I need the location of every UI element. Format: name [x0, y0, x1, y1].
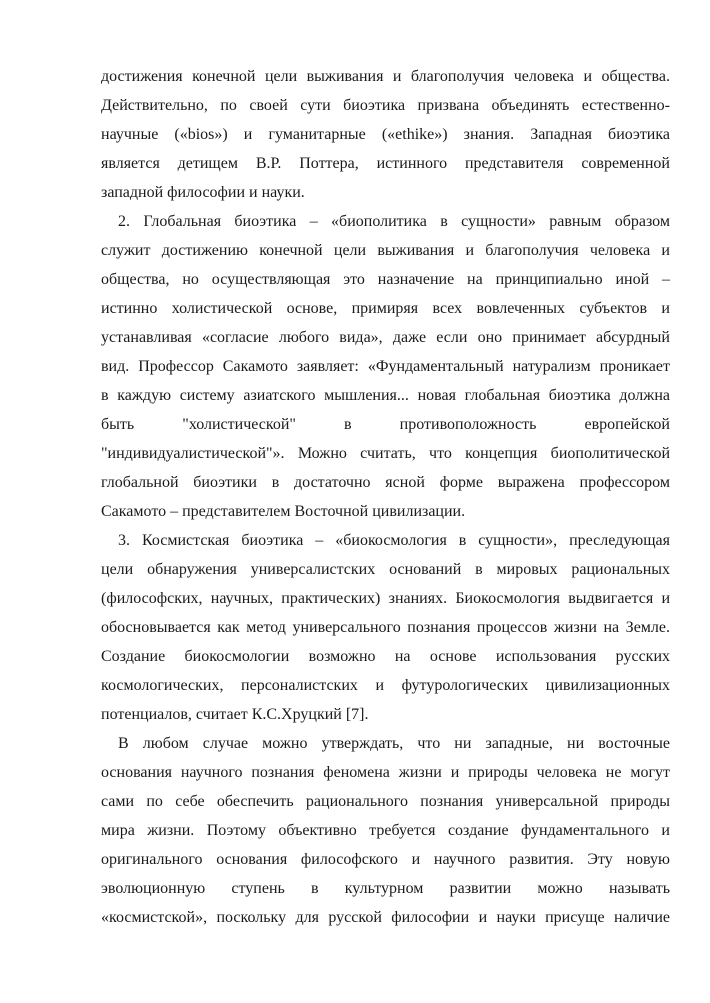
text-line: 3. Космистская биоэтика – «биокосмология в сущности», преследующая: [118, 532, 670, 549]
text-line: быть "холистической" в противоположность европейской: [101, 416, 670, 433]
text-line: сами по себе обеспечить рационального познания универсальной природы: [101, 793, 670, 810]
text-line: основания научного познания феномена жизни и природы человека не могут: [101, 764, 670, 781]
text-line: западной философии и науки.: [101, 184, 305, 201]
text-line: обосновывается как метод универсального познания процессов жизни на Земле.: [101, 619, 670, 636]
document-page: [101, 62, 670, 932]
text-line: общества, но осуществляющая это назначение на принципиально иной –: [101, 271, 670, 288]
text-line: мира жизни. Поэтому объективно требуется создание фундаментального и: [101, 822, 670, 839]
text-line: научные («bios») и гуманитарные («ethike») знания. Западная биоэтика: [101, 126, 670, 143]
text-line: Создание биокосмологии возможно на основе использования русских: [101, 648, 670, 665]
text-line: в каждую систему азиатского мышления... новая глобальная биоэтика должна: [101, 387, 670, 404]
text-line: достижения конечной цели выживания и благополучия человека и общества.: [101, 68, 670, 85]
text-line: "индивидуалистической"». Можно считать, что концепция биополитической: [101, 445, 670, 462]
text-line: устанавливая «согласие любого вида», даже если оно принимает абсурдный: [101, 329, 670, 346]
text-line: глобальной биоэтики в достаточно ясной форме выражена профессором: [101, 474, 670, 491]
text-line: является детищем В.Р. Поттера, истинного представителя современной: [101, 155, 670, 172]
text-line: служит достижению конечной цели выживания и благополучия человека и: [101, 242, 670, 259]
text-line: Действительно, по своей сути биоэтика призвана объединять естественно-: [101, 97, 670, 114]
text-line: цели обнаружения универсалистских оснований в мировых рациональных: [101, 561, 670, 578]
text-line: истинно холистической основе, примиряя всех вовлеченных субъектов и: [101, 300, 670, 317]
text-line: «космистской», поскольку для русской философии и науки присуще наличие: [101, 909, 670, 926]
text-line: вид. Профессор Сакамото заявляет: «Фундаментальный натурализм проникает: [101, 358, 670, 375]
text-line: 2. Глобальная биоэтика – «биополитика в сущности» равным образом: [118, 213, 670, 230]
text-line: потенциалов, считает К.С.Хруцкий [7].: [101, 706, 369, 723]
text-line: космологических, персоналистских и футурологических цивилизационных: [101, 677, 670, 694]
text-line: В любом случае можно утверждать, что ни западные, ни восточные: [118, 735, 670, 752]
text-line: оригинального основания философского и научного развития. Эту новую: [101, 851, 670, 868]
text-line: Сакамото – представителем Восточной цивилизации.: [101, 503, 466, 520]
text-line: эволюционную ступень в культурном развитии можно называть: [101, 880, 670, 897]
text-line: (философских, научных, практических) знаниях. Биокосмология выдвигается и: [101, 590, 670, 607]
